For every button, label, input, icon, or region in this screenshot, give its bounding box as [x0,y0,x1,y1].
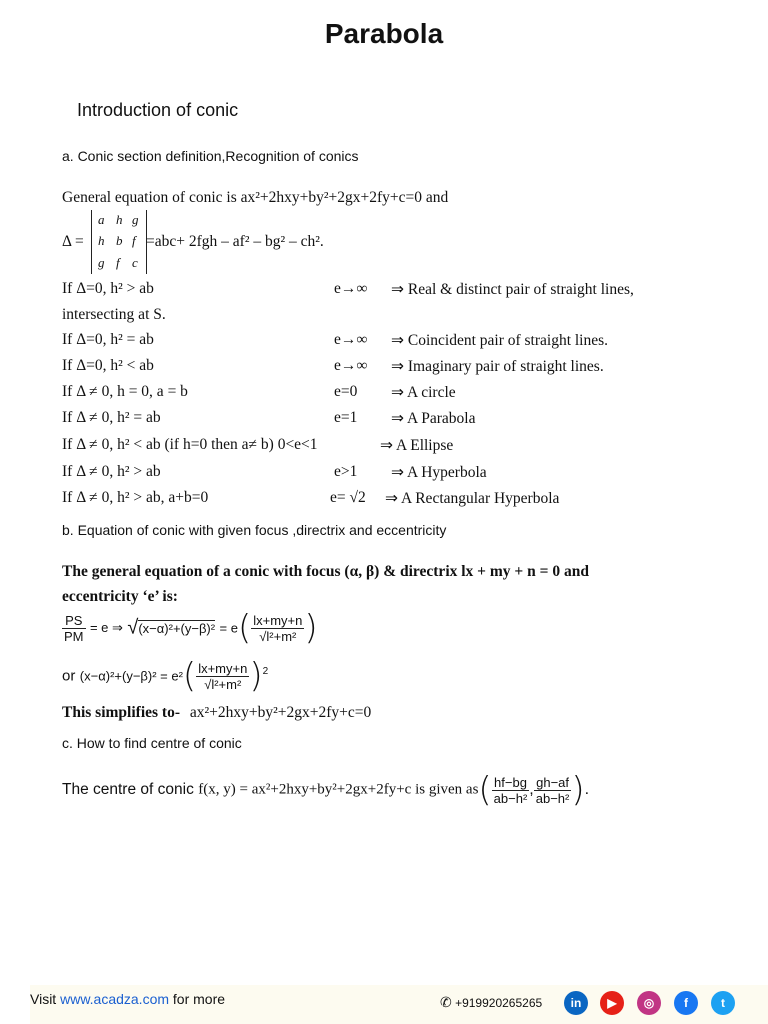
condition-result: ⇒ A Hyperbola [391,464,487,481]
delta-label: Δ = [62,233,84,250]
matrix-cell: f [116,255,120,270]
condition-text: intersecting at S. [62,306,166,323]
for-more-label: for more [172,991,226,1007]
facebook-icon[interactable]: f [674,991,698,1015]
general-eq-suffix: and [425,189,449,206]
centre-text: The centre of conic [62,781,194,798]
section-a-heading: a. Conic section definition,Recognition of conics [62,148,359,164]
squared-equation [62,656,268,696]
section-b-heading: b. Equation of conic with given focus ,directrix and eccentricity [62,522,447,538]
fraction-numerator: gh−af [534,775,572,791]
youtube-icon[interactable]: ▶ [600,991,624,1015]
right-paren: ) [304,608,318,648]
phone-number: +919920265265 [455,996,543,1010]
directrix-fraction [251,613,304,644]
simplifies-line [62,704,371,722]
condition-eccentricity: e=1 [334,409,358,426]
condition-result: ⇒ Real & distinct pair of straight lines, [391,281,634,298]
centre-formula: f(x, y) = ax²+2hxy+by²+2gx+2fy+c is given as [198,781,479,798]
linkedin-icon[interactable]: in [564,991,588,1015]
left-paren: ( [237,608,252,648]
fraction-denominator: PM [64,628,84,644]
general-eq-prefix: General equation of conic is [62,189,237,206]
right-paren: ) [571,770,585,810]
power-two: 2 [262,665,269,677]
directrix-fraction [196,661,249,692]
matrix-cell: g [98,255,105,270]
left-paren: ( [478,770,492,810]
matrix-cell: c [132,255,138,270]
fraction-denominator: √l²+m² [259,628,297,644]
focus-directrix-text: The general equation of a conic with focus (α, β) & directrix lx + my + n = 0 and [62,563,589,580]
simplified-equation: ax²+2hxy+by²+2gx+2fy+c=0 [189,704,372,721]
eccentricity-text: eccentricity ‘e’ is: [62,588,178,605]
determinant-matrix [91,210,147,274]
fraction-denominator: √l²+m² [204,676,242,692]
condition-eccentricity: e>1 [334,463,358,480]
fraction-numerator: lx+my+n [253,612,303,628]
matrix-cell: b [116,233,123,248]
condition-text: If Δ=0, h² < ab [62,357,154,374]
centre-x-fraction [492,775,530,806]
centre-equation [62,770,589,810]
section-c-heading: c. How to find centre of conic [62,735,242,751]
fraction-numerator: lx+my+n [198,660,248,676]
delta-expansion: =abc+ 2fgh – af² – bg² – ch². [146,233,324,250]
footer-visit [30,991,225,1007]
condition-text: If Δ=0, h² = ab [62,331,154,348]
fraction-numerator: PS [62,613,86,629]
ps-pm-equation [62,608,318,648]
condition-result: ⇒ Imaginary pair of straight lines. [391,358,604,375]
matrix-cell: a [98,212,105,227]
matrix-cell: f [132,233,136,248]
intro-heading: Introduction of conic [77,100,239,120]
comma: , [529,781,534,798]
condition-text: If Δ ≠ 0, h² = ab [62,409,161,426]
condition-text: If Δ ≠ 0, h² < ab (if h=0 then a≠ b) 0<e<1 [62,436,318,453]
condition-text: If Δ ≠ 0, h² > ab, a+b=0 [62,489,209,506]
fraction-denominator: ab−h² [535,790,570,806]
simplifies-label: This simplifies to- [62,704,180,721]
footer-phone[interactable] [440,994,542,1011]
right-paren: ) [249,656,263,696]
page-title: Parabola [324,18,444,49]
equals-e-implies: = e ⇒ [89,620,123,635]
condition-result: ⇒ Coincident pair of straight lines. [391,332,609,349]
phone-icon: ✆ [440,994,452,1010]
condition-eccentricity: e→∞ [334,331,368,348]
instagram-icon[interactable]: ◎ [637,991,661,1015]
centre-y-fraction [534,775,572,806]
general-equation [62,189,448,207]
sqrt-symbol: √ [127,616,139,639]
left-paren: ( [182,656,197,696]
ps-pm-fraction [62,613,86,644]
condition-eccentricity: e→∞ [334,357,368,374]
condition-eccentricity: e= √2 [330,489,366,506]
condition-text: If Δ=0, h² > ab [62,280,154,297]
visit-label: Visit [30,991,57,1007]
condition-result: ⇒ A circle [391,384,456,401]
fraction-numerator: hf−bg [492,775,530,791]
matrix-cell: h [116,212,123,227]
condition-eccentricity: e→∞ [334,280,368,297]
matrix-cell: g [132,212,139,227]
sqrt-radicand: (x−α)²+(y−β)² [138,620,216,636]
condition-result: ⇒ A Rectangular Hyperbola [385,490,560,507]
or-label: or [62,667,76,685]
condition-eccentricity: e=0 [334,383,358,400]
squared-lhs: (x−α)²+(y−β)² = e² [79,668,183,684]
condition-result: ⇒ A Ellipse [380,437,454,454]
fraction-denominator: ab−h² [493,790,528,806]
twitter-icon[interactable]: t [711,991,735,1015]
equals-e: = e [219,620,238,636]
website-link[interactable]: www.acadza.com [60,991,170,1007]
general-eq-formula: ax²+2hxy+by²+2gx+2fy+c=0 [240,189,423,206]
condition-result: ⇒ A Parabola [391,410,476,427]
matrix-cell: h [98,233,105,248]
condition-text: If Δ ≠ 0, h = 0, a = b [62,383,188,400]
period: . [584,781,590,798]
condition-text: If Δ ≠ 0, h² > ab [62,463,161,480]
